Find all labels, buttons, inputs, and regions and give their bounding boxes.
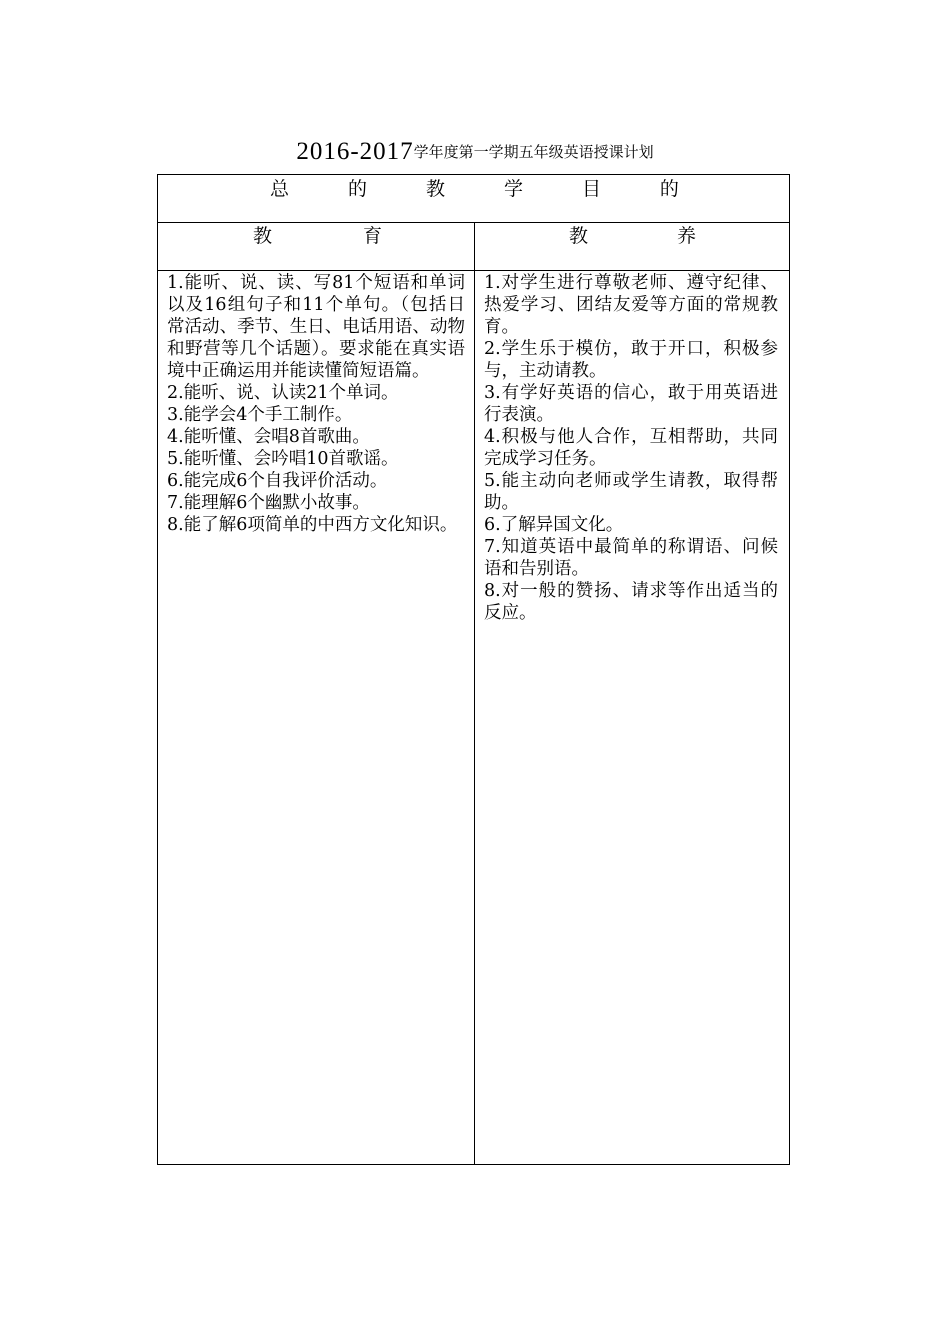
list-item: 5.能主动向老师或学生请教，取得帮助。 bbox=[484, 471, 778, 513]
left-column-heading bbox=[158, 223, 474, 269]
list-item: 4.能听懂、会唱8首歌曲。 bbox=[167, 427, 370, 447]
list-item: 8.能了解6项简单的中西方文化知识。 bbox=[167, 515, 458, 535]
main-heading-row bbox=[158, 175, 789, 223]
plan-table bbox=[157, 174, 790, 1165]
column-divider bbox=[474, 223, 475, 1164]
list-item: 3.有学好英语的信心，敢于用英语进行表演。 bbox=[484, 383, 778, 425]
list-item: 7.知道英语中最简单的称谓语、问候语和告别语。 bbox=[484, 537, 778, 579]
left-items-list bbox=[167, 272, 465, 536]
heading-char: 养 bbox=[676, 225, 696, 247]
list-item: 2.学生乐于模仿，敢于开口，积极参与，主动请教。 bbox=[484, 339, 778, 381]
title-year: 2016-2017 bbox=[296, 138, 414, 165]
list-item: 2.能听、说、认读21个单词。 bbox=[167, 383, 399, 403]
list-item: 6.了解异国文化。 bbox=[484, 515, 624, 535]
list-item: 5.能听懂、会吟唱10首歌谣。 bbox=[167, 449, 399, 469]
list-item: 6.能完成6个自我评价活动。 bbox=[167, 471, 388, 491]
main-heading-char: 教 bbox=[425, 178, 445, 200]
heading-char: 教 bbox=[569, 225, 589, 247]
list-item: 1.能听、说、读、写81个短语和单词以及16组句子和11个单句。（包括日常活动、季节、生日、电话用语、动物和野营等几个话题）。要求能在真实语境中正确运用并能读懂简短语篇。 bbox=[167, 273, 465, 381]
heading-char: 教 bbox=[253, 225, 273, 247]
right-items-list bbox=[484, 272, 778, 624]
document-title bbox=[0, 137, 950, 169]
list-item: 1.对学生进行尊敬老师、遵守纪律、热爱学习、团结友爱等方面的常规教育。 bbox=[484, 273, 778, 337]
main-heading-char: 的 bbox=[659, 178, 679, 200]
list-item: 8.对一般的赞扬、请求等作出适当的反应。 bbox=[484, 581, 778, 623]
main-heading-char: 的 bbox=[347, 178, 367, 200]
list-item: 7.能理解6个幽默小故事。 bbox=[167, 493, 370, 513]
title-text: 学年度第一学期五年级英语授课计划 bbox=[413, 143, 654, 161]
main-heading-char: 学 bbox=[503, 178, 523, 200]
list-item: 3.能学会4个手工制作。 bbox=[167, 405, 353, 425]
main-heading bbox=[158, 176, 789, 202]
main-heading-char: 目 bbox=[581, 178, 601, 200]
list-item: 4.积极与他人合作，互相帮助，共同完成学习任务。 bbox=[484, 427, 778, 469]
heading-char: 育 bbox=[362, 225, 382, 247]
right-column-heading bbox=[474, 223, 791, 269]
main-heading-char: 总 bbox=[270, 178, 290, 200]
